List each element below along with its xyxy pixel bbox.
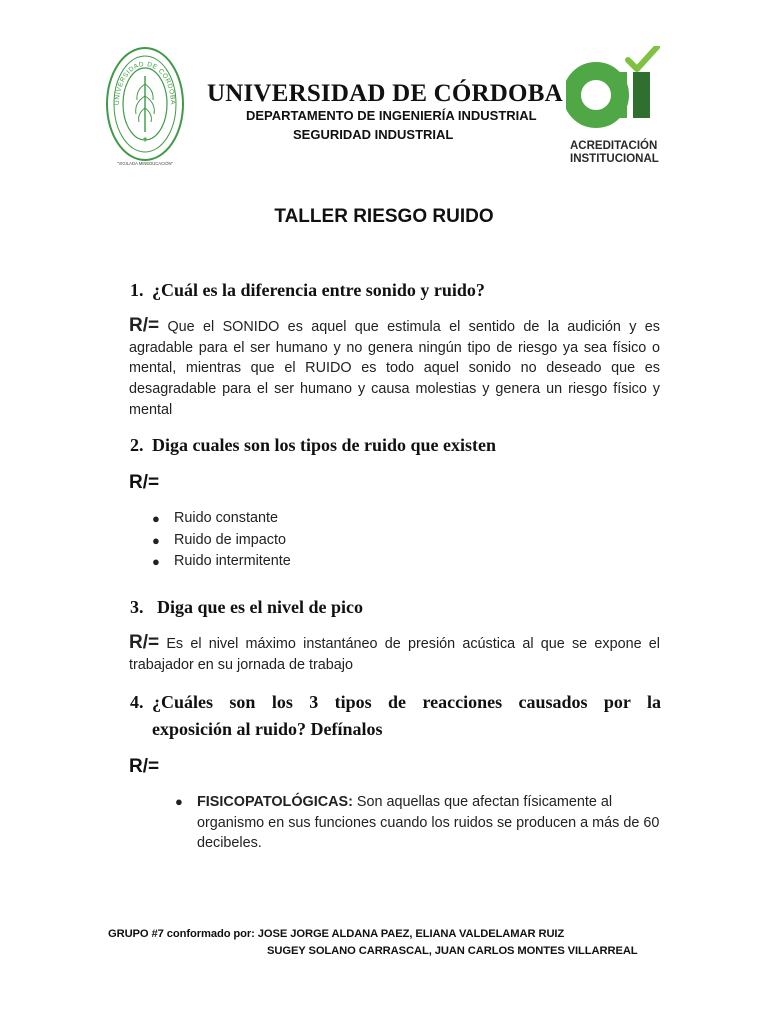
list-item: ● Ruido constante <box>152 510 279 526</box>
university-title: UNIVERSIDAD DE CÓRDOBA <box>207 80 563 107</box>
svg-text:"VIGILADA MINEDUCACIÓN": "VIGILADA MINEDUCACIÓN" <box>116 161 174 166</box>
svg-text:ACREDITACIÓN: ACREDITACIÓN <box>570 140 658 152</box>
question-4: 4. ¿Cuáles son los 3 tipos de reacciones causados por la exposición al ruido? Defínalos <box>130 692 661 739</box>
list-item: ● Ruido intermitente <box>152 553 291 569</box>
subject-name: SEGURIDAD INDUSTRIAL <box>293 127 454 142</box>
answer-2-tag: R/= <box>129 472 160 493</box>
list-item: ● Ruido de impacto <box>152 531 286 548</box>
department-name: DEPARTAMENTO DE INGENIERÍA INDUSTRIAL <box>246 108 537 123</box>
document-title: TALLER RIESGO RUIDO <box>274 206 494 227</box>
accreditation-logo <box>566 46 666 168</box>
check-icon <box>628 47 657 69</box>
svg-text:UNIVERSIDAD DE CÓRDOBA: UNIVERSIDAD DE CÓRDOBA <box>113 60 177 106</box>
reaction-types-list <box>175 792 662 854</box>
answer-3: R/= Es el nivel máximo instantáneo de presión acústica al que se expone el trabajador en su jornada de trabajo <box>129 632 660 673</box>
svg-text:✝: ✝ <box>142 136 148 144</box>
university-seal-logo <box>105 44 185 168</box>
answer-4-tag: R/= <box>129 756 160 777</box>
footer-line-2: SUGEY SOLANO CARRASCAL, JUAN CARLOS MONTES VILLARREAL <box>267 945 638 957</box>
svg-text:INSTITUCIONAL: INSTITUCIONAL <box>570 153 659 165</box>
noise-types-list <box>152 508 291 573</box>
footer-line-1: GRUPO #7 conformado por: JOSE JORGE ALDANA PAEZ, ELIANA VALDELAMAR RUIZ <box>108 928 565 940</box>
list-item: ● FISICOPATOLÓGICAS: Son aquellas que afectan físicamente al organismo en sus funciones cuando los ruidos se producen a más de 60 decibeles. <box>175 794 660 851</box>
answer-1: R/= Que el SONIDO es aquel que estimula el sentido de la audición y es agradable para el ser humano y no genera ningún tipo de riesgo ya sea físico o mental, mientras que el RUIDO es todo aquel sonido no deseado que es desagradable para el ser humano y causa molestias y genera un riesgo físico y mental <box>129 315 661 418</box>
